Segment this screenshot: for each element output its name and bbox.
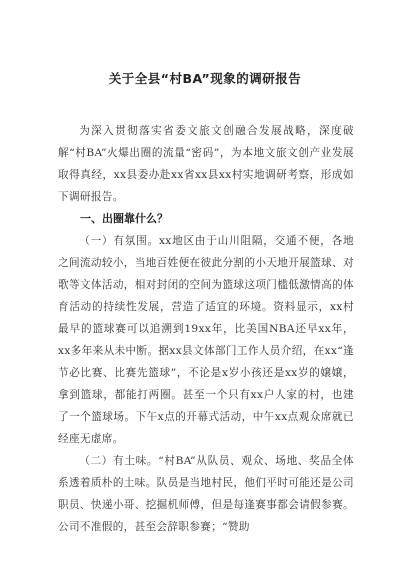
document-body: [58, 120, 354, 538]
section-heading-1: 一、出圈靠什么？: [80, 212, 168, 225]
paragraph-atmosphere: （一）有氛围。xx地区由于山川阻隔，交通不便，各地之间流动较小，当地百姓便在彼此分割的小天地开展篮球、对歌等文体活动，相对封闭的空间为篮球这项门槛低激情高的体育活动的持续性发展，营造了适宜的环境。资料显示，xx村最早的篮球赛可以追溯到19xx年，比美国NBA还早xx年，xx多年来从未中断。据xx县文体部门工作人员介绍，在xx“逢节必比赛、比赛先篮球”，不论是x岁小孩还是xx岁的嬢嬢，拿到篮球，都能打两圈。甚至一个只有xx户人家的村，也建了一个篮球场。下午x点的开幕式活动，中午xx点观众席就已经座无虚席。: [58, 235, 354, 445]
document-title: 关于全县“村BA”现象的调研报告: [108, 71, 302, 86]
paragraph-rustic: （二）有土味。“村BA”从队员、观众、场地、奖品全体系透着质朴的土味。队员是当地村民，他们平时可能还是公司职员、快递小哥、挖掘机师傅，但是每逢赛事都会请假参赛。公司不准假的，甚至会辞职参赛；“赞助: [58, 455, 354, 533]
intro-paragraph: 为深入贯彻落实省委文旅文创融合发展战略，深度破解“村BA”火爆出圈的流量“密码”，为本地文旅文创产业发展取得真经，xx县委办赴xx省xx县xx村实地调研考察，形成如下调研报告。: [58, 125, 354, 203]
